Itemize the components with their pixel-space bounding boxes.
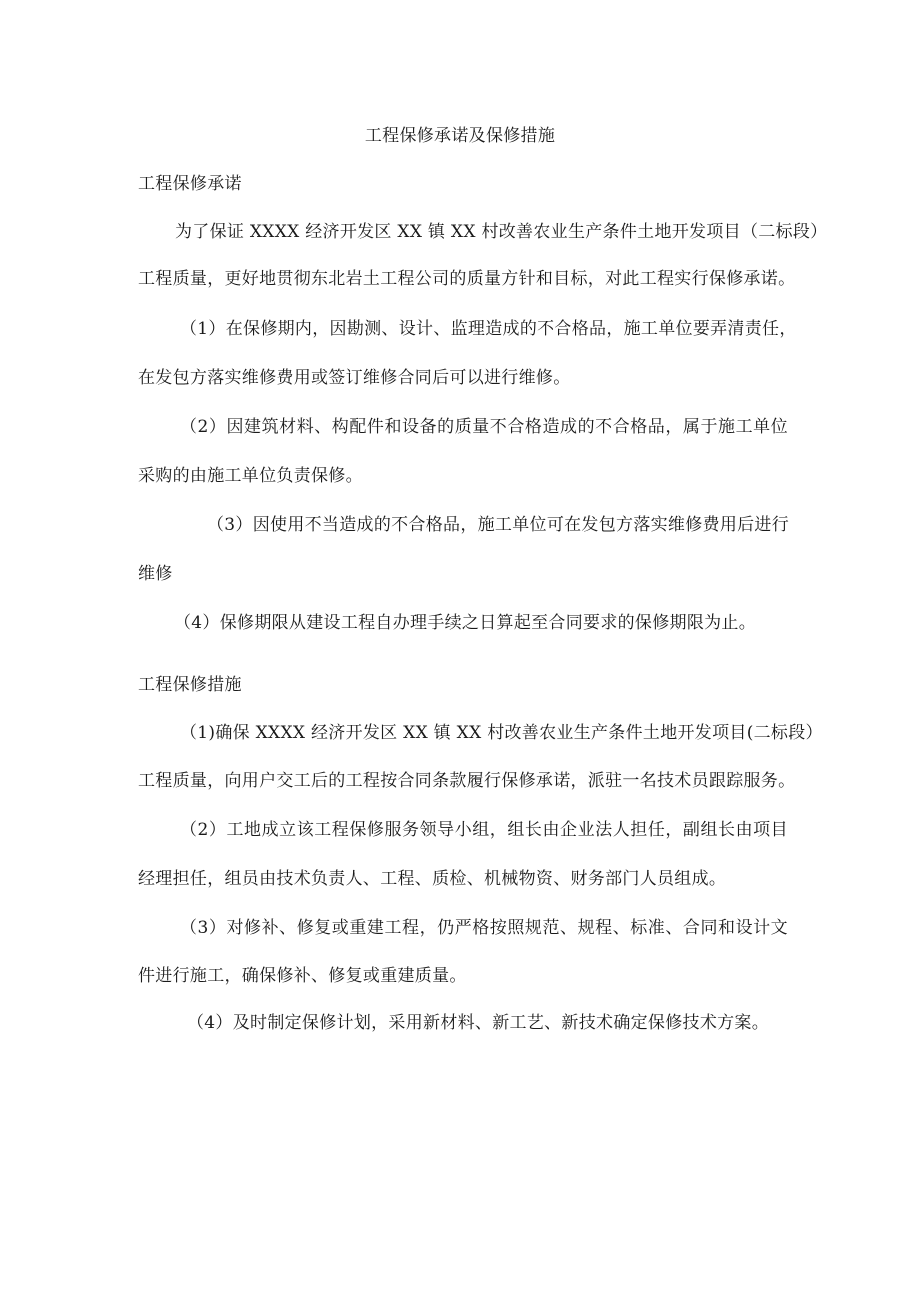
paragraph-line: （1)确保 XXXX 经济开发区 XX 镇 XX 村改善农业生产条件土地开发项目(二标段） [180,723,823,743]
paragraph-line: （2）工地成立该工程保修服务领导小组，组长由企业法人担任，副组长由项目 [180,820,788,840]
section-heading-warranty-measures: 工程保修措施 [138,675,242,695]
paragraph-line: 维修 [138,564,173,584]
paragraph-line: （4）及时制定保修计划，采用新材料、新工艺、新技术确定保修技术方案。 [187,1013,770,1033]
document-title: 工程保修承诺及保修措施 [364,126,556,146]
paragraph-line: （3）因使用不当造成的不合格品，施工单位可在发包方落实维修费用后进行 [207,515,790,535]
paragraph-line: （4）保修期限从建设工程自办理手续之日算起至合同要求的保修期限为止。 [174,613,757,633]
paragraph-line: 件进行施工，确保修补、修复或重建质量。 [138,966,467,986]
paragraph-line: （2）因建筑材料、构配件和设备的质量不合格造成的不合格品，属于施工单位 [180,417,788,437]
paragraph-line: （1）在保修期内，因勘测、设计、监理造成的不合格品，施工单位要弄清责任， [180,319,797,339]
section-heading-warranty-commitment: 工程保修承诺 [138,174,242,194]
paragraph-line: 采购的由施工单位负责保修。 [138,466,363,486]
paragraph-line: 为了保证 XXXX 经济开发区 XX 镇 XX 村改善农业生产条件土地开发项目（二标段） [175,222,828,242]
paragraph-line: 工程质量，更好地贯彻东北岩土工程公司的质量方针和目标，对此工程实行保修承诺。 [138,269,796,289]
paragraph-line: 经理担任，组员由技术负责人、工程、质检、机械物资、财务部门人员组成。 [138,869,727,889]
paragraph-line: 在发包方落实维修费用或签订维修合同后可以进行维修。 [138,368,571,388]
paragraph-line: 工程质量，向用户交工后的工程按合同条款履行保修承诺，派驻一名技术员跟踪服务。 [138,771,796,791]
paragraph-line: （3）对修补、修复或重建工程，仍严格按照规范、规程、标准、合同和设计文 [180,918,788,938]
